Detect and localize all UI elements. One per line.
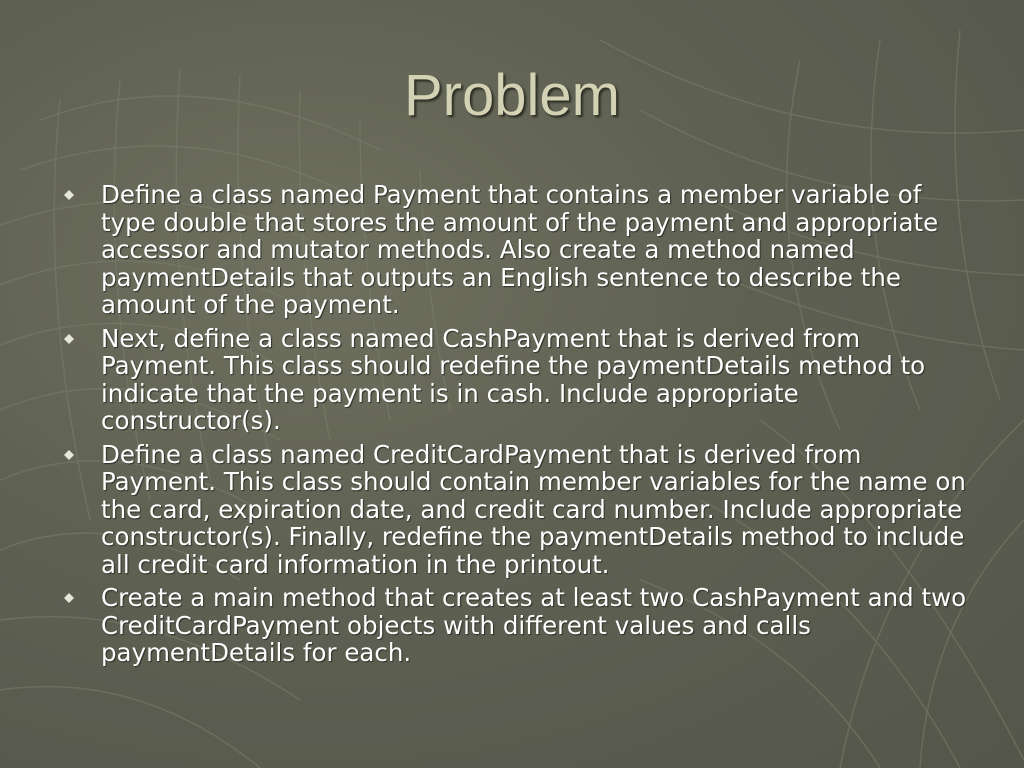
bullet-text: Define a class named CreditCardPayment that is derived from Payment. This class should contain member variables for the name on the card, expiration date, and credit card number. Include appropriate constructor(s). Finally, redefine the paymentDetails method to include all credit card information in the printout. <box>101 439 966 579</box>
diamond-bullet-icon <box>64 593 74 603</box>
bullet-text: Define a class named Payment that contains a member variable of type double that stores the amount of the payment and appropriate accessor and mutator methods. Also create a method named paymentDetails that outputs an English sentence to describe the amount of the payment. <box>101 180 939 319</box>
bullet-text: Create a main method that creates at least two CashPayment and two CreditCardPayment objects with different values and calls paymentDetails for each. <box>101 583 967 667</box>
bullet-item <box>62 325 982 435</box>
bullet-text: Next, define a class named CashPayment that is derived from Payment. This class should redefine the paymentDetails method to indicate that the payment is in cash. Include appropriate constructor(s). <box>101 323 926 435</box>
diamond-bullet-icon <box>64 450 74 460</box>
bullet-item <box>62 441 982 579</box>
slide-title: Problem <box>404 63 620 128</box>
diamond-bullet-icon <box>64 334 74 344</box>
bullet-item <box>62 181 982 319</box>
bullet-item <box>62 584 982 667</box>
diamond-bullet-icon <box>64 190 74 200</box>
bullet-list <box>62 181 982 673</box>
